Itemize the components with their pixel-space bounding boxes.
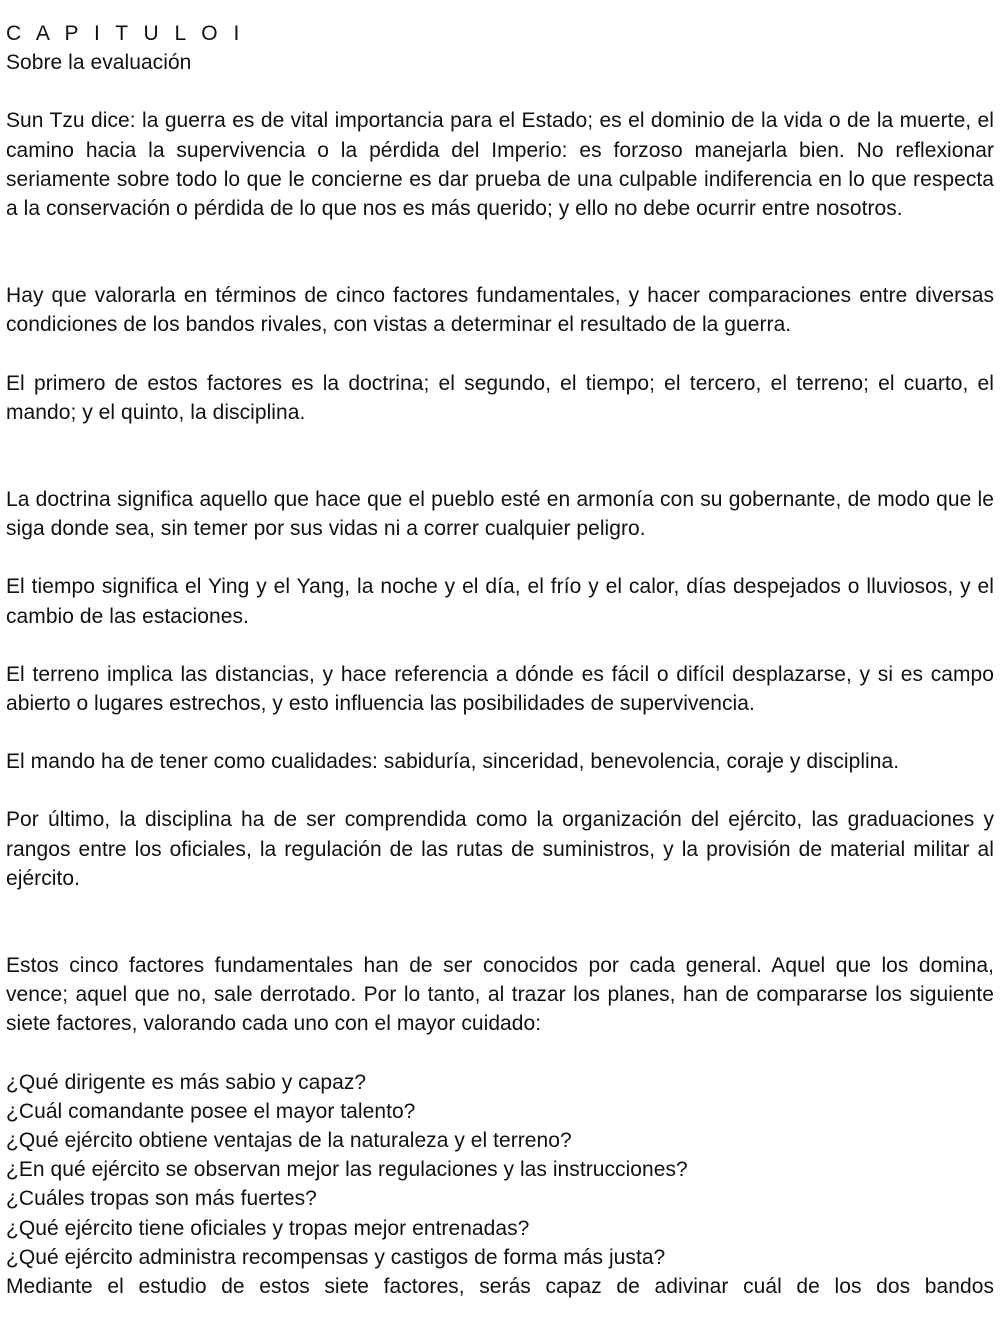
- chapter-subtitle: Sobre la evaluación: [6, 51, 192, 75]
- closing-paragraph: Mediante el estudio de estos siete factores, serás capaz de adivinar cuál de los dos bandos: [6, 1275, 994, 1299]
- question-item: ¿En qué ejército se observan mejor las regulaciones y las instrucciones?: [6, 1158, 688, 1182]
- paragraph-2: Hay que valorarla en términos de cinco factores fundamentales, y hacer comparaciones entre diversas condiciones de los bandos rivales, con vistas a determinar el resultado de la guerra.: [6, 284, 994, 337]
- paragraph-5: El tiempo significa el Ying y el Yang, la noche y el día, el frío y el calor, días despejados o lluviosos, y el cambio de las estaciones.: [6, 575, 994, 628]
- paragraph-3: El primero de estos factores es la doctrina; el segundo, el tiempo; el tercero, el terreno; el cuarto, el mando; y el quinto, la disciplina.: [6, 371, 994, 424]
- question-item: ¿Cuáles tropas son más fuertes?: [6, 1187, 317, 1211]
- question-item: ¿Qué ejército tiene oficiales y tropas mejor entrenadas?: [6, 1216, 530, 1240]
- paragraph-4: La doctrina significa aquello que hace que el pueblo esté en armonía con su gobernante, de modo que le siga donde sea, sin temer por sus vidas ni a correr cualquier peligro.: [6, 488, 994, 541]
- question-item: ¿Qué ejército obtiene ventajas de la naturaleza y el terreno?: [6, 1129, 572, 1153]
- chapter-heading: C A P I T U L O I: [6, 22, 245, 45]
- question-item: ¿Qué ejército administra recompensas y castigos de forma más justa?: [6, 1245, 666, 1269]
- document-page: [6, 19, 994, 1301]
- question-item: ¿Cuál comandante posee el mayor talento?: [6, 1099, 416, 1123]
- question-list: [6, 1068, 994, 1272]
- question-item: ¿Qué dirigente es más sabio y capaz?: [6, 1070, 367, 1094]
- paragraph-1: Sun Tzu dice: la guerra es de vital importancia para el Estado; es el dominio de la vida o de la muerte, el camino hacia la supervivencia o la pérdida del Imperio: es forzoso manejarla bien. No reflexionar seriamente sobre todo lo que le concierne es dar prueba de una culpable indiferencia en lo que respecta a la conservación o pérdida de lo que nos es más querido; y ello no debe ocurrir entre nosotros.: [6, 109, 994, 221]
- paragraph-7: El mando ha de tener como cualidades: sabiduría, sinceridad, benevolencia, coraje y disciplina.: [6, 750, 900, 774]
- paragraph-6: El terreno implica las distancias, y hace referencia a dónde es fácil o difícil desplazarse, y si es campo abierto o lugares estrechos, y esto influencia las posibilidades de supervivencia.: [6, 662, 994, 716]
- paragraph-8: Por último, la disciplina ha de ser comprendida como la organización del ejército, las graduaciones y rangos entre los oficiales, la regulación de las rutas de suministros, y la provisión de material militar al ejército.: [6, 808, 994, 890]
- paragraph-9: Estos cinco factores fundamentales han de ser conocidos por cada general. Aquel que los domina, vence; aquel que no, sale derrotado. Por lo tanto, al trazar los planes, han de compararse los siguiente siete factores, valorando cada uno con el mayor cuidado:: [6, 954, 994, 1036]
